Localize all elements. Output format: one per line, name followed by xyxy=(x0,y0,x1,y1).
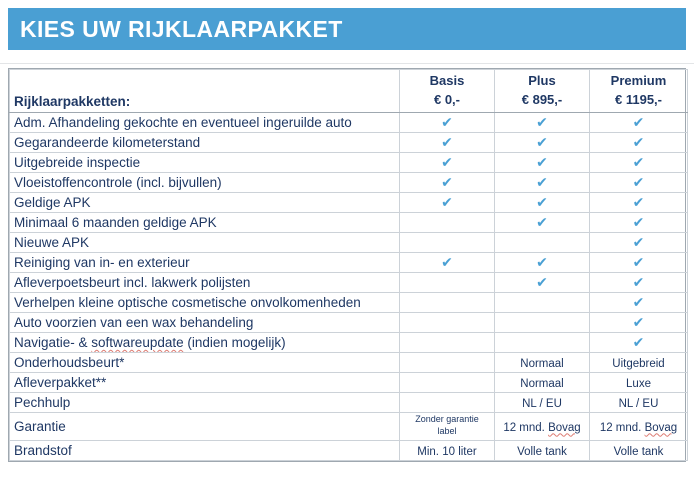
basis-cell xyxy=(400,193,495,213)
cell-text xyxy=(600,422,677,434)
text-segment: Volle tank xyxy=(517,445,567,458)
basis-cell xyxy=(400,273,495,293)
text-segment: Uitgebreide inspectie xyxy=(14,155,141,170)
check-icon: ✔ xyxy=(632,213,645,230)
plus-cell xyxy=(495,313,590,333)
table-header-row xyxy=(10,70,688,113)
plan-name: Basis xyxy=(429,73,465,89)
feature-label xyxy=(10,133,400,153)
feature-label xyxy=(10,333,400,353)
banner-divider xyxy=(0,63,694,64)
basis-cell xyxy=(400,153,495,173)
table-row xyxy=(10,353,688,373)
premium-cell xyxy=(590,233,688,253)
premium-cell xyxy=(590,441,688,461)
page-title-banner xyxy=(8,8,686,50)
premium-cell xyxy=(590,393,688,413)
text-segment: Volle tank xyxy=(613,445,664,458)
plan-header-plus xyxy=(495,70,590,113)
table-row xyxy=(10,253,688,273)
basis-cell xyxy=(400,173,495,193)
text-segment: Min. 10 liter xyxy=(417,445,477,458)
premium-cell xyxy=(590,153,688,173)
spellcheck-underlined-word: softwareupdate xyxy=(91,335,184,350)
plus-cell xyxy=(495,153,590,173)
premium-cell xyxy=(590,213,688,233)
cell-text xyxy=(520,378,563,390)
check-icon: ✔ xyxy=(632,253,645,270)
basis-cell xyxy=(400,333,495,353)
cell-text xyxy=(520,358,563,370)
check-icon: ✔ xyxy=(441,133,453,150)
feature-label xyxy=(10,273,400,293)
premium-cell xyxy=(590,133,688,153)
plan-price: € 0,- xyxy=(433,92,460,107)
cell-text xyxy=(503,422,580,434)
spellcheck-underlined-word: Bovag xyxy=(644,421,678,434)
basis-cell xyxy=(400,293,495,313)
premium-cell xyxy=(590,273,688,293)
feature-label xyxy=(10,313,400,333)
text-segment: (indien mogelijk) xyxy=(183,335,286,350)
text-segment: NL / EU xyxy=(522,397,562,410)
text-segment: Normaal xyxy=(520,357,564,370)
cell-text xyxy=(619,398,659,410)
text-segment: Verhelpen kleine optische cosmetische onvolkomenheden xyxy=(14,295,361,310)
plan-header-basis xyxy=(400,70,495,113)
check-icon: ✔ xyxy=(441,113,453,130)
text-segment: Adm. Afhandeling gekochte en eventueel ingeruilde auto xyxy=(14,115,352,130)
package-comparison-table-wrapper xyxy=(8,68,686,462)
text-segment: Afleverpakket** xyxy=(14,375,107,390)
text-segment: Afleverpoetsbeurt incl. lakwerk polijsten xyxy=(14,275,251,290)
feature-label xyxy=(10,293,400,313)
plan-price: € 895,- xyxy=(521,92,563,107)
text-segment: Garantie xyxy=(14,419,66,434)
check-icon: ✔ xyxy=(441,173,453,190)
check-icon: ✔ xyxy=(632,173,645,190)
feature-label xyxy=(10,413,400,441)
text-segment: Pechhulp xyxy=(14,395,71,410)
check-icon: ✔ xyxy=(632,333,645,350)
plan-header-premium xyxy=(590,70,688,113)
table-row xyxy=(10,113,688,133)
spellcheck-underlined-word: Bovag xyxy=(548,421,581,434)
check-icon: ✔ xyxy=(441,253,453,270)
cell-text xyxy=(614,446,664,458)
table-row xyxy=(10,333,688,353)
basis-cell xyxy=(400,113,495,133)
feature-label xyxy=(10,213,400,233)
table-row xyxy=(10,133,688,153)
basis-cell xyxy=(400,373,495,393)
check-icon: ✔ xyxy=(536,253,548,270)
basis-cell xyxy=(400,213,495,233)
plan-price: € 1195,- xyxy=(615,92,662,107)
cell-text xyxy=(417,446,476,458)
text-segment: Vloeistoffencontrole (incl. bijvullen) xyxy=(14,175,222,190)
text-segment: 12 mnd. xyxy=(503,421,549,434)
text-segment: Onderhoudsbeurt* xyxy=(14,355,125,370)
text-segment: 12 mnd. xyxy=(599,421,645,434)
basis-cell xyxy=(400,313,495,333)
check-icon: ✔ xyxy=(536,213,548,230)
plus-cell xyxy=(495,373,590,393)
feature-label xyxy=(10,113,400,133)
feature-label xyxy=(10,393,400,413)
table-row xyxy=(10,413,688,441)
plus-cell xyxy=(495,253,590,273)
text-segment: Uitgebreid xyxy=(612,357,665,370)
check-icon: ✔ xyxy=(632,133,645,150)
text-segment: Navigatie- & xyxy=(14,335,92,350)
check-icon: ✔ xyxy=(632,313,645,330)
plus-cell xyxy=(495,333,590,353)
plan-name: Premium xyxy=(610,73,667,89)
table-body xyxy=(10,113,688,461)
premium-cell xyxy=(590,353,688,373)
check-icon: ✔ xyxy=(632,113,645,130)
cell-text xyxy=(517,446,567,458)
cell-text xyxy=(626,378,651,390)
feature-label xyxy=(10,193,400,213)
basis-cell xyxy=(400,413,495,441)
basis-cell xyxy=(400,353,495,373)
plus-cell xyxy=(495,273,590,293)
premium-cell xyxy=(590,173,688,193)
check-icon: ✔ xyxy=(632,293,645,310)
premium-cell xyxy=(590,253,688,273)
table-row xyxy=(10,441,688,461)
feature-label xyxy=(10,373,400,393)
table-row xyxy=(10,193,688,213)
check-icon: ✔ xyxy=(536,113,548,130)
table-row xyxy=(10,233,688,253)
plus-cell xyxy=(495,173,590,193)
text-segment: NL / EU xyxy=(618,397,659,410)
basis-cell xyxy=(400,441,495,461)
check-icon: ✔ xyxy=(536,273,548,290)
table-row xyxy=(10,173,688,193)
table-row xyxy=(10,153,688,173)
text-segment: Luxe xyxy=(626,377,651,390)
premium-cell xyxy=(590,193,688,213)
table-row xyxy=(10,373,688,393)
page-title: KIES UW RIJKLAARPAKKET xyxy=(20,15,343,42)
premium-cell xyxy=(590,313,688,333)
plus-cell xyxy=(495,193,590,213)
plus-cell xyxy=(495,393,590,413)
premium-cell xyxy=(590,293,688,313)
text-segment: Geldige APK xyxy=(14,195,91,210)
premium-cell xyxy=(590,113,688,133)
cell-text xyxy=(612,358,664,370)
text-segment: Nieuwe APK xyxy=(14,235,90,250)
cell-text xyxy=(522,398,562,410)
check-icon: ✔ xyxy=(536,153,548,170)
check-icon: ✔ xyxy=(632,193,645,210)
basis-cell xyxy=(400,253,495,273)
feature-label xyxy=(10,441,400,461)
check-icon: ✔ xyxy=(632,233,645,250)
package-comparison-table xyxy=(9,69,688,461)
feature-label xyxy=(10,173,400,193)
premium-cell xyxy=(590,373,688,393)
plus-cell xyxy=(495,233,590,253)
plus-cell xyxy=(495,353,590,373)
text-segment: Minimaal 6 maanden geldige APK xyxy=(14,215,217,230)
check-icon: ✔ xyxy=(441,193,453,210)
feature-label xyxy=(10,233,400,253)
text-segment: Brandstof xyxy=(14,443,72,458)
premium-cell xyxy=(590,333,688,353)
plus-cell xyxy=(495,113,590,133)
check-icon: ✔ xyxy=(536,133,548,150)
table-row xyxy=(10,313,688,333)
feature-label xyxy=(10,353,400,373)
check-icon: ✔ xyxy=(632,273,645,290)
plus-cell xyxy=(495,441,590,461)
plus-cell xyxy=(495,213,590,233)
cell-text xyxy=(407,414,487,437)
check-icon: ✔ xyxy=(632,153,645,170)
table-row xyxy=(10,273,688,293)
basis-cell xyxy=(400,393,495,413)
check-icon: ✔ xyxy=(536,193,548,210)
text-segment: Zonder garantie label xyxy=(415,414,479,436)
basis-cell xyxy=(400,233,495,253)
table-row xyxy=(10,213,688,233)
check-icon: ✔ xyxy=(441,153,453,170)
text-segment: Auto voorzien van een wax behandeling xyxy=(14,315,254,330)
table-row xyxy=(10,393,688,413)
plus-cell xyxy=(495,293,590,313)
plus-cell xyxy=(495,413,590,441)
premium-cell xyxy=(590,413,688,441)
feature-label xyxy=(10,253,400,273)
text-segment: Gegarandeerde kilometerstand xyxy=(14,135,201,150)
plan-name: Plus xyxy=(528,73,556,89)
feature-label xyxy=(10,153,400,173)
text-segment: Normaal xyxy=(520,377,564,390)
table-label-column-header: Rijklaarpakketten: xyxy=(10,70,400,113)
basis-cell xyxy=(400,133,495,153)
check-icon: ✔ xyxy=(536,173,548,190)
plus-cell xyxy=(495,133,590,153)
text-segment: Reiniging van in- en exterieur xyxy=(14,255,190,270)
table-row xyxy=(10,293,688,313)
